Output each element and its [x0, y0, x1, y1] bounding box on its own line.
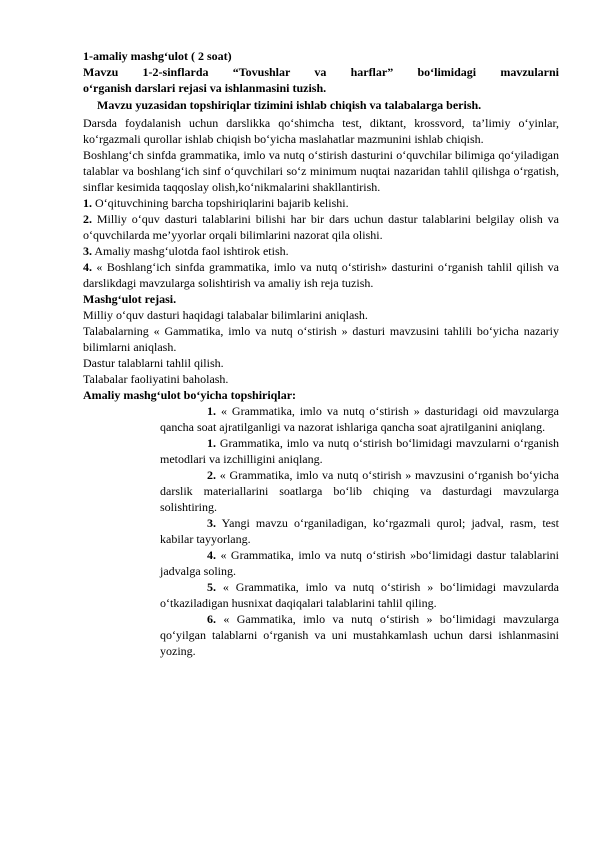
- goal-item: [83, 259, 559, 291]
- plan-item: Milliy o‘quv dasturi haqidagi talabalar bilimlarini aniqlash.: [83, 308, 368, 322]
- subheading: Mavzu yuzasidan topshiriqlar tizimini ishlab chiqish va talabalarga berish.: [97, 98, 482, 112]
- goal-number: 1.: [83, 196, 92, 210]
- goal-number: 4.: [83, 260, 92, 274]
- task-number: 3.: [207, 516, 216, 530]
- tasks-list: [160, 403, 559, 659]
- task-number: 1.: [207, 436, 216, 450]
- goal-text: Amaliy mashg‘ulotda faol ishtirok etish.: [92, 244, 289, 258]
- document-page: [83, 48, 559, 659]
- plan-item: Dastur talablarni tahlil qilish.: [83, 356, 224, 370]
- task-number: 5.: [207, 580, 216, 594]
- goal-item: [83, 195, 559, 211]
- task-number: 2.: [207, 468, 216, 482]
- goal-text: O‘qituvchining barcha topshiriqlarini bajarib kelishi.: [92, 196, 349, 210]
- task-item: [160, 547, 559, 579]
- task-item: [160, 579, 559, 611]
- task-number: 4.: [207, 548, 216, 562]
- goal-item: [83, 243, 559, 259]
- task-text: « Grammatika, imlo va nutq o‘stirish » dasturidagi oid mavzularga qancha soat ajratilganligi va nazorat ishlariga qancha soat ajratilganini aniqlang.: [160, 404, 559, 434]
- lesson-title-line-2: o‘rganish darslari rejasi va ishlanmasini tuzish.: [83, 81, 327, 95]
- task-item: [160, 467, 559, 515]
- task-text: « Grammatika, imlo va nutq o‘stirish »bo‘limidagi dastur talablarini jadvalga soling.: [160, 548, 559, 578]
- goal-text: Milliy o‘quv dasturi talablarini bilishi har bir dars uchun dastur talablarini belgilay olish va o‘quvchilarda me’yyorlar orqali bilimlarini nazorat qila olishi.: [83, 212, 559, 242]
- task-text: « Grammatika, imlo va nutq o‘stirish » mavzusini o‘rganish bo‘yicha darslik materiallarini soatlarga bo‘lib chiqing va dasturdagi mavzularga solishtiring.: [160, 468, 559, 514]
- goal-item: [83, 211, 559, 243]
- plan-item: Talabalar faoliyatini baholash.: [83, 372, 229, 386]
- goal-number: 2.: [83, 212, 92, 226]
- task-item: [160, 403, 559, 435]
- plan-item: Talabalarning « Gammatika, imlo va nutq o‘stirish » dasturi mavzusini tahlili bo‘yicha nazariy bilimlarni aniqlash.: [83, 324, 559, 354]
- task-number: 6.: [207, 612, 216, 626]
- task-item: [160, 435, 559, 467]
- task-item: [160, 611, 559, 659]
- goal-number: 3.: [83, 244, 92, 258]
- task-text: « Gammatika, imlo va nutq o‘stirish » bo‘limidagi mavzularga qo‘yilgan talablarni o‘rganish va uni mustahkamlash uchun darsi ishlanmasini yozing.: [160, 612, 559, 658]
- goal-text: « Boshlang‘ich sinfda grammatika, imlo va nutq o‘stirish» dasturini o‘rganish tahlil qilish va darslikdagi mavzularga solishtirish va amaliy ish reja tuzish.: [83, 260, 559, 290]
- task-text: Yangi mavzu o‘rganiladigan, ko‘rgazmali qurol; jadval, rasm, test kabilar tayyorlang.: [160, 516, 559, 546]
- intro-paragraph-1: Darsda foydalanish uchun darslikka qo‘shimcha test, diktant, krossvord, ta’limiy o‘yinlar, ko‘rgazmali qurollar ishlab chiqish bo‘yicha maslahatlar mazmunini ishlab chiqish.: [83, 116, 559, 146]
- lesson-number: 1-amaliy mashg‘ulot ( 2 soat): [83, 49, 232, 63]
- plan-heading: Mashg‘ulot rejasi.: [83, 292, 177, 306]
- task-text: « Grammatika, imlo va nutq o‘stirish » bo‘limidagi mavzularda o‘tkaziladigan husnixat daqiqalari talablarini tahlil qiling.: [160, 580, 559, 610]
- lesson-title-line-1: Mavzu 1-2-sinflarda “Tovushlar va harflar” bo‘limidagi mavzularni: [83, 65, 559, 79]
- intro-paragraph-2: Boshlang‘ch sinfda grammatika, imlo va nutq o‘stirish dasturini o‘quvchilar bilimiga qo‘yiladigan talablar va boshlang‘ich sinf o‘quvchilari so‘z minimum nuqtai nazaridan tahlil qilishga o‘rgatish, sinflar kesimida taqqoslay olish,ko‘nikmalarini shakllantirish.: [83, 148, 559, 194]
- tasks-heading: Amaliy mashg‘ulot bo‘yicha topshiriqlar:: [83, 388, 297, 402]
- task-item: [160, 515, 559, 547]
- task-number: 1.: [207, 404, 216, 418]
- task-text: Grammatika, imlo va nutq o‘stirish bo‘limidagi mavzularni o‘rganish metodlari va izchilligini aniqlang.: [160, 436, 559, 466]
